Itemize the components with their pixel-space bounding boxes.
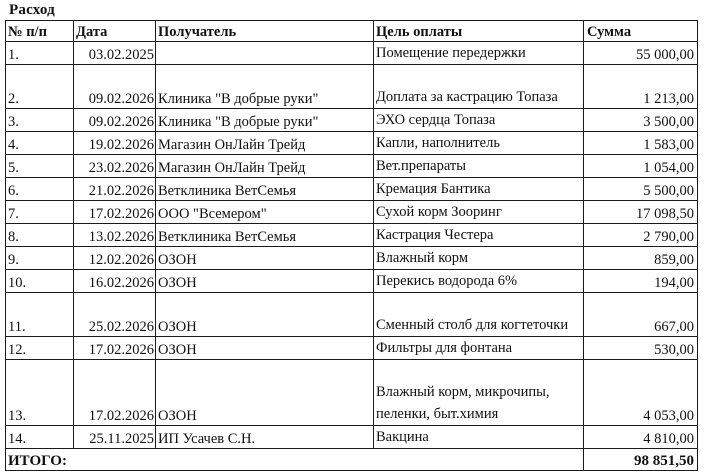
cell-date: 12.02.2026: [74, 247, 156, 270]
total-row: [6, 449, 698, 471]
cell-sum: 1 213,00: [584, 65, 698, 109]
cell-recipient: ОЗОН: [156, 337, 374, 360]
cell-purpose: Вет.препараты: [374, 155, 584, 178]
header-num: № п/п: [6, 21, 74, 42]
cell-num: 10.: [6, 270, 74, 293]
cell-purpose: Доплата за кастрацию Топаза: [374, 65, 584, 109]
cell-purpose: Сменный столб для когтеточки: [374, 293, 584, 337]
table-row: [6, 337, 698, 360]
cell-purpose: Фильтры для фонтана: [374, 337, 584, 360]
cell-purpose: Сухой корм Зооринг: [374, 201, 584, 224]
cell-sum: 194,00: [584, 270, 698, 293]
cell-num: 1.: [6, 42, 74, 65]
cell-recipient: Клиника "В добрые руки": [156, 109, 374, 132]
table-row: [6, 270, 698, 293]
cell-recipient: Клиника "В добрые руки": [156, 65, 374, 109]
expense-table: [5, 20, 698, 471]
cell-date: 25.11.2025: [74, 426, 156, 449]
cell-sum: 2 790,00: [584, 224, 698, 247]
cell-recipient: ОЗОН: [156, 247, 374, 270]
cell-recipient: Ветклиника ВетСемья: [156, 178, 374, 201]
cell-recipient: ИП Усачев С.Н.: [156, 426, 374, 449]
cell-num: 3.: [6, 109, 74, 132]
cell-recipient: ОЗОН: [156, 270, 374, 293]
document-title: Расход: [9, 2, 55, 18]
table-row: [6, 201, 698, 224]
cell-sum: 55 000,00: [584, 42, 698, 65]
cell-date: 25.02.2026: [74, 293, 156, 337]
table-header-row: [6, 21, 698, 42]
cell-num: 12.: [6, 337, 74, 360]
cell-purpose: Помещение передержки: [374, 42, 584, 65]
cell-date: 13.02.2026: [74, 224, 156, 247]
cell-date: 17.02.2026: [74, 201, 156, 224]
cell-date: 03.02.2025: [74, 42, 156, 65]
table-row: [6, 132, 698, 155]
cell-num: 2.: [6, 65, 74, 109]
total-label: ИТОГО:: [6, 449, 584, 471]
cell-purpose: Перекись водорода 6%: [374, 270, 584, 293]
cell-num: 11.: [6, 293, 74, 337]
cell-num: 7.: [6, 201, 74, 224]
table-row: [6, 109, 698, 132]
header-recipient: Получатель: [156, 21, 374, 42]
cell-date: 16.02.2026: [74, 270, 156, 293]
cell-date: 09.02.2026: [74, 65, 156, 109]
cell-date: 17.02.2026: [74, 337, 156, 360]
cell-date: 19.02.2026: [74, 132, 156, 155]
cell-num: 6.: [6, 178, 74, 201]
table-row: [6, 155, 698, 178]
cell-recipient: Магазин ОнЛайн Трейд: [156, 155, 374, 178]
cell-sum: 859,00: [584, 247, 698, 270]
cell-purpose: Капли, наполнитель: [374, 132, 584, 155]
total-sum: 98 851,50: [584, 449, 698, 471]
cell-purpose: Влажный корм: [374, 247, 584, 270]
cell-num: 14.: [6, 426, 74, 449]
cell-sum: 1 583,00: [584, 132, 698, 155]
table-row: [6, 247, 698, 270]
cell-date: 17.02.2026: [74, 360, 156, 426]
table-row: [6, 360, 698, 426]
table-row: [6, 42, 698, 65]
cell-num: 5.: [6, 155, 74, 178]
table-row: [6, 426, 698, 449]
cell-sum: 4 810,00: [584, 426, 698, 449]
cell-sum: 4 053,00: [584, 360, 698, 426]
header-sum: Сумма: [584, 21, 698, 42]
table-row: [6, 224, 698, 247]
cell-date: 09.02.2026: [74, 109, 156, 132]
cell-purpose: Вакцина: [374, 426, 584, 449]
cell-sum: 1 054,00: [584, 155, 698, 178]
cell-purpose: Влажный корм, микрочипы, пеленки, быт.химия: [374, 360, 584, 426]
table-row: [6, 178, 698, 201]
cell-sum: 667,00: [584, 293, 698, 337]
cell-num: 9.: [6, 247, 74, 270]
header-date: Дата: [74, 21, 156, 42]
cell-recipient: ОЗОН: [156, 360, 374, 426]
cell-date: 23.02.2026: [74, 155, 156, 178]
cell-recipient: [156, 42, 374, 65]
cell-sum: 3 500,00: [584, 109, 698, 132]
cell-purpose: ЭХО сердца Топаза: [374, 109, 584, 132]
cell-num: 13.: [6, 360, 74, 426]
table-row: [6, 293, 698, 337]
table-row: [6, 65, 698, 109]
header-purpose: Цель оплаты: [374, 21, 584, 42]
cell-date: 21.02.2026: [74, 178, 156, 201]
cell-recipient: Магазин ОнЛайн Трейд: [156, 132, 374, 155]
cell-num: 4.: [6, 132, 74, 155]
cell-recipient: ОЗОН: [156, 293, 374, 337]
cell-sum: 530,00: [584, 337, 698, 360]
cell-sum: 5 500,00: [584, 178, 698, 201]
cell-recipient: Ветклиника ВетСемья: [156, 224, 374, 247]
cell-num: 8.: [6, 224, 74, 247]
cell-purpose: Кремация Бантика: [374, 178, 584, 201]
cell-recipient: ООО "Всемером": [156, 201, 374, 224]
cell-purpose: Кастрация Честера: [374, 224, 584, 247]
cell-sum: 17 098,50: [584, 201, 698, 224]
